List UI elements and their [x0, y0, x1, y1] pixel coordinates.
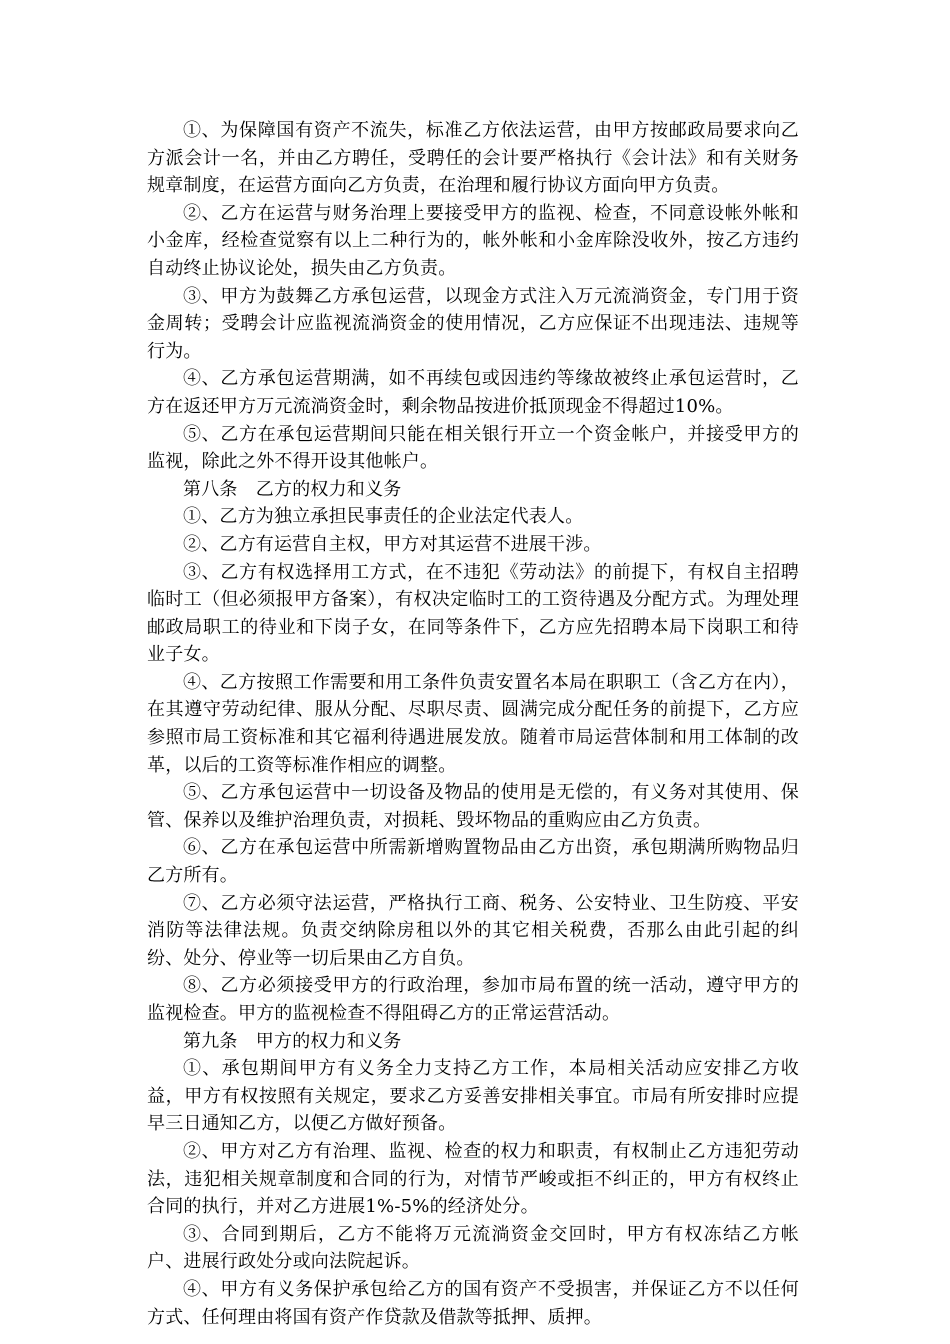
clause-8-item-3: ③、乙方有权选择用工方式，在不违犯《劳动法》的前提下，有权自主招聘临时工（但必须报甲方备案），有权决定临时工的工资待遇及分配方式。为理处理邮政局职工的待业和下岗子女，在同等条件下，乙方应先招聘本局下岗职工和待业子女。	[147, 561, 799, 666]
article-8-heading: 第八条 乙方的权力和义务	[183, 478, 402, 500]
clause-8-item-1: ①、乙方为独立承担民事责任的企业法定代表人。	[183, 506, 584, 528]
clause-7-item-2: ②、乙方在运营与财务治理上要接受甲方的监视、检查，不同意设帐外帐和小金库，经检查觉察有以上二种行为的，帐外帐和小金库除没收外，按乙方违约自动终止协议论处，损失由乙方负责。	[147, 202, 799, 279]
clause-7-item-5: ⑤、乙方在承包运营期间只能在相关银行开立一个资金帐户，并接受甲方的监视，除此之外不得开设其他帐户。	[147, 423, 799, 473]
clause-7-item-4: ④、乙方承包运营期满，如不再续包或因违约等缘故被终止承包运营时，乙方在返还甲方万元流淌资金时，剩余物品按进价抵顶现金不得超过10%。	[147, 368, 799, 417]
clause-8-item-7: ⑦、乙方必须守法运营，严格执行工商、税务、公安特业、卫生防疫、平安消防等法律法规。负责交纳除房租以外的其它相关税费，否那么由此引起的纠纷、处分、停业等一切后果由乙方自负。	[147, 892, 799, 969]
document-body	[147, 117, 799, 1331]
clause-7-item-1: ①、为保障国有资产不流失，标准乙方依法运营，由甲方按邮政局要求向乙方派会计一名，并由乙方聘任，受聘任的会计要严格执行《会计法》和有关财务规章制度，在运营方面向乙方负责，在治理和履行协议方面向甲方负责。	[147, 120, 799, 197]
clause-8-item-2: ②、乙方有运营自主权，甲方对其运营不进展干涉。	[183, 533, 602, 555]
clause-9-item-2: ②、甲方对乙方有治理、监视、检查的权力和职责，有权制止乙方违犯劳动法，违犯相关规章制度和合同的行为，对情节严峻或拒不纠正的，甲方有权终止合同的执行，并对乙方进展1%-5%的经济处分。	[147, 1140, 799, 1218]
clause-8-item-4: ④、乙方按照工作需要和用工条件负责安置名本局在职职工（含乙方在内），在其遵守劳动纪律、服从分配、尽职尽责、圆满完成分配任务的前提下，乙方应参照市局工资标准和其它福利待遇进展发放。随着市局运营体制和用工体制的改革，以后的工资等标准作相应的调整。	[147, 671, 799, 776]
clause-8-item-8: ⑧、乙方必须接受甲方的行政治理，参加市局布置的统一活动，遵守甲方的监视检查。甲方的监视检查不得阻碍乙方的正常运营活动。	[147, 975, 799, 1024]
clause-8-item-6: ⑥、乙方在承包运营中所需新增购置物品由乙方出资，承包期满所购物品归乙方所有。	[147, 837, 799, 887]
article-9-heading: 第九条 甲方的权力和义务	[183, 1030, 402, 1052]
clause-9-item-1: ①、承包期间甲方有义务全力支持乙方工作，本局相关活动应安排乙方收益，甲方有权按照有关规定，要求乙方妥善安排相关事宜。市局有所安排时应提早三日通知乙方，以便乙方做好预备。	[147, 1058, 799, 1135]
clause-8-item-5: ⑤、乙方承包运营中一切设备及物品的使用是无偿的，有义务对其使用、保管、保养以及维护治理负责，对损耗、毁坏物品的重购应由乙方负责。	[147, 782, 799, 831]
clause-9-item-3: ③、合同到期后，乙方不能将万元流淌资金交回时，甲方有权冻结乙方帐户、进展行政处分或向法院起诉。	[147, 1223, 799, 1273]
clause-7-item-3: ③、甲方为鼓舞乙方承包运营，以现金方式注入万元流淌资金，专门用于资金周转；受聘会计应监视流淌资金的使用情况，乙方应保证不出现违法、违规等行为。	[147, 285, 799, 362]
clause-9-item-4: ④、甲方有义务保护承包给乙方的国有资产不受损害，并保证乙方不以任何方式、任何理由将国有资产作贷款及借款等抵押、质押。	[147, 1278, 799, 1328]
